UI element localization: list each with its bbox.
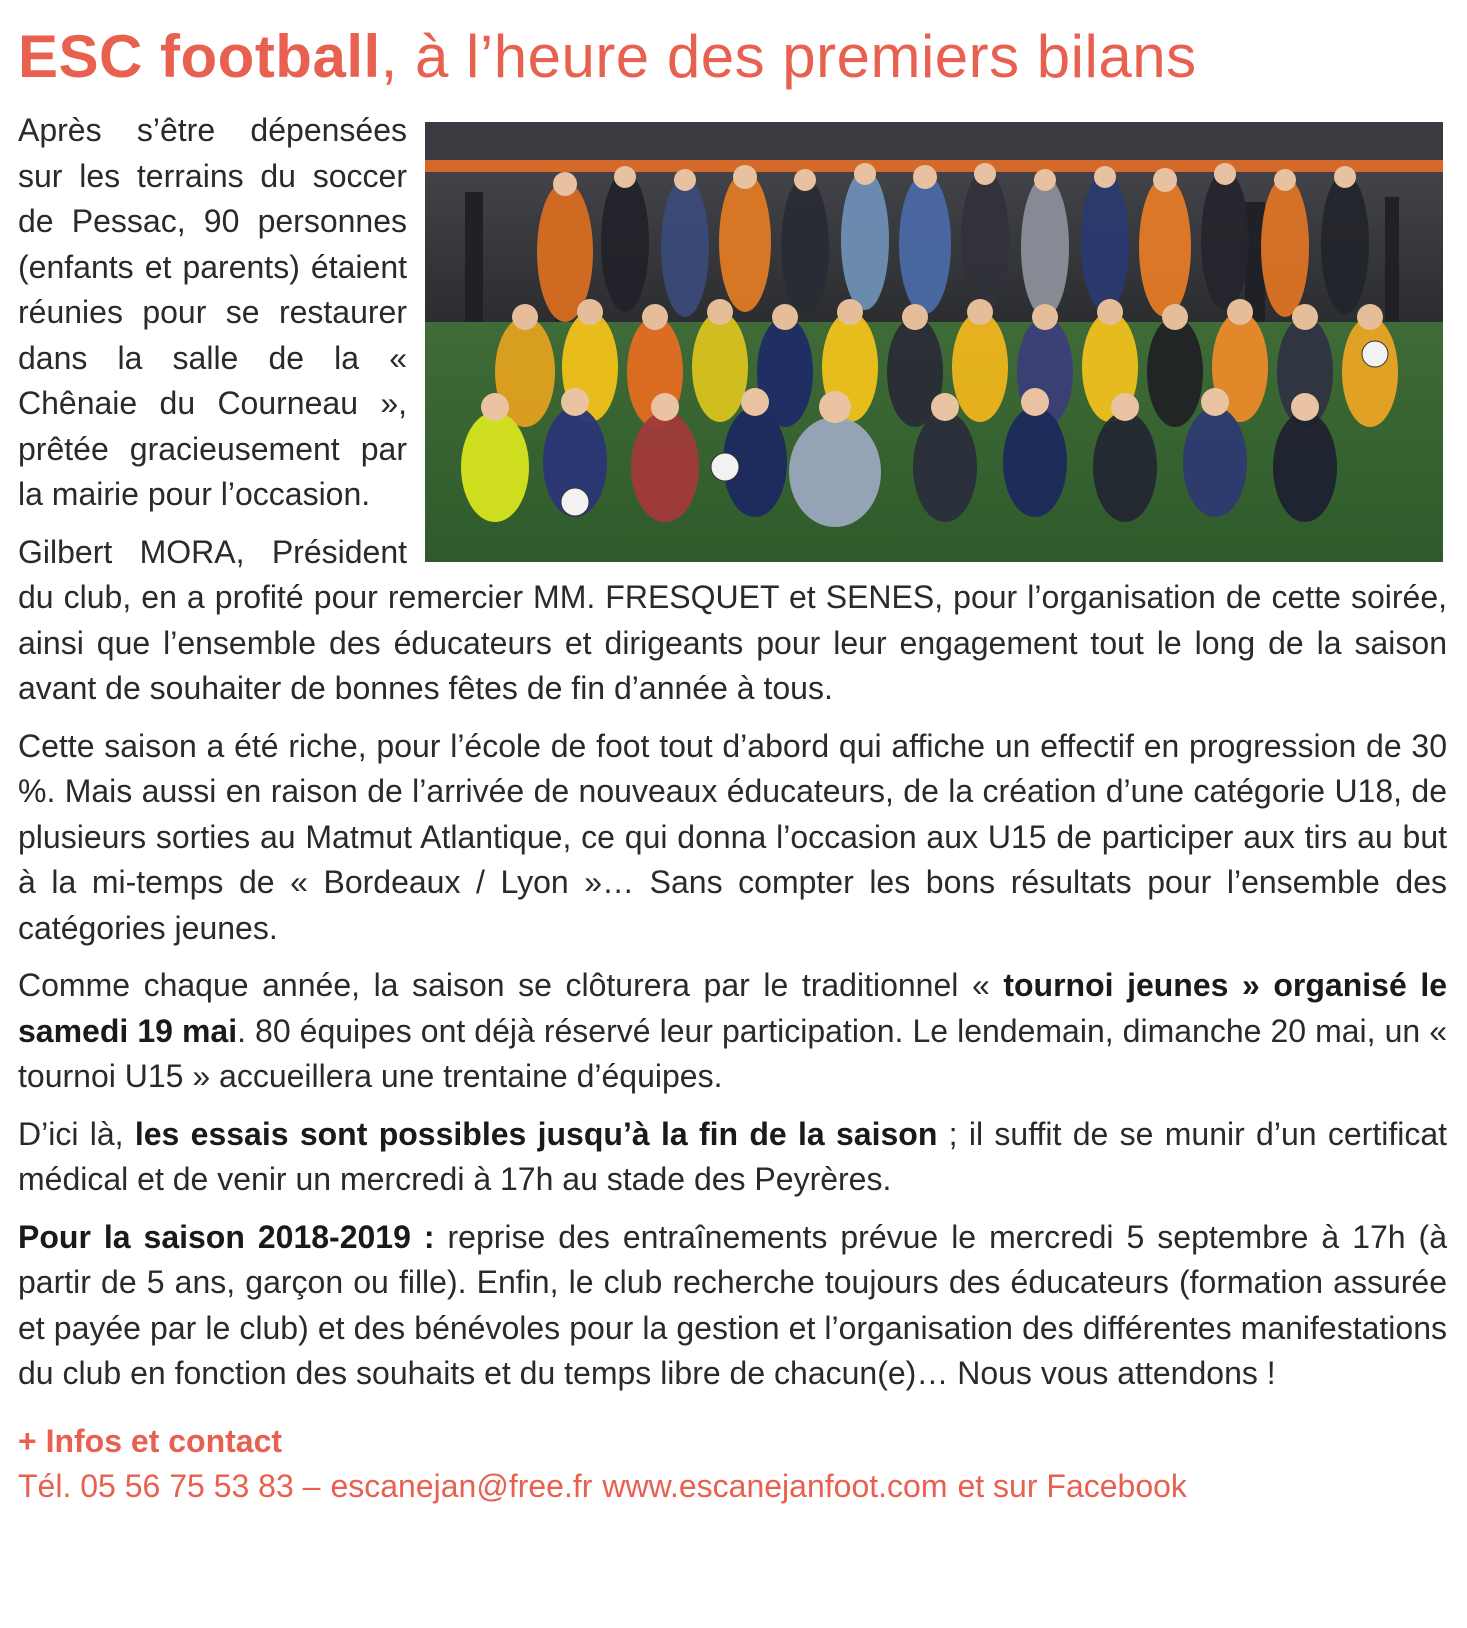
article-body bbox=[18, 108, 1447, 1397]
tournament-text-b: . 80 équipes ont déjà réservé leur participation. Le lendemain, dimanche 20 mai, un « tournoi U15 » accueillera une trentaine d’équipes. bbox=[18, 1012, 1448, 1094]
paragraph-next-season bbox=[18, 1215, 1447, 1397]
contact-phone[interactable]: Tél. 05 56 75 53 83 – bbox=[18, 1467, 321, 1504]
tournament-text-a: Comme chaque année, la saison se clôturera par le traditionnel « bbox=[18, 967, 1004, 1003]
article-title bbox=[18, 14, 1447, 100]
contact-block bbox=[18, 1419, 1447, 1509]
title-rest: , à l’heure des premiers bilans bbox=[380, 23, 1197, 90]
contact-email[interactable]: escanejan@free.fr bbox=[330, 1467, 593, 1504]
contact-facebook: et sur Facebook bbox=[957, 1467, 1187, 1504]
paragraph-season: Cette saison a été riche, pour l’école de foot tout d’abord qui affiche un effectif en progression de 30 %. Mais aussi en raison de l’arrivée de nouveaux éducateurs, de la création d’une catégorie U18, de plusieurs sorties au Matmut Atlantique, ce qui donna l’occasion aux U15 de participer aux tirs au but à la mi-temps de « Bordeaux / Lyon »… Sans compter les bons résultats pour l’ensemble des catégories jeunes. bbox=[18, 727, 1447, 946]
trials-text-a: D’ici là, bbox=[18, 1115, 135, 1152]
trials-text-b: ; il suffit de se munir d’un certificat médical et de venir un mercredi à 17h au stade des Peyrères. bbox=[18, 1115, 1448, 1197]
paragraph-president: Gilbert MORA, Président du club, en a profité pour remercier MM. FRESQUET et SENES, pour l’organisation de cette soirée, ainsi que l’ensemble des éducateurs et dirigeants pour leur engagement tout le long de la saison avant de souhaiter de bonnes fêtes de fin d’année à tous. bbox=[18, 533, 1447, 706]
next-season-text: reprise des entraînements prévue le mercredi 5 septembre à 17h (à partir de 5 ans, garçon ou fille). Enfin, le club recherche toujours des éducateurs (formation assurée et payée par le club) et des bénévoles pour la gestion et l’organisation des différentes manifestations du club en fonction des souhaits et du temps libre de chacun(e)… Nous vous attendons ! bbox=[18, 1218, 1448, 1391]
title-strong: ESC football bbox=[18, 23, 381, 90]
team-photo bbox=[425, 122, 1443, 562]
trials-highlight: les essais sont possibles jusqu’à la fin de la saison bbox=[134, 1115, 938, 1152]
paragraph-intro: Après s’être dépensées sur les terrains du soccer de Pessac, 90 personnes (enfants et parents) étaient réunies pour se restaurer dans la salle de la « Chênaie du Courneau », prêtée gracieusement par la mairie pour l’occasion. bbox=[18, 112, 407, 512]
contact-website[interactable]: www.escanejanfoot.com bbox=[602, 1467, 948, 1504]
contact-heading: + Infos et contact bbox=[18, 1422, 283, 1459]
paragraph-tournament bbox=[18, 963, 1447, 1100]
tournament-highlight: tournoi jeunes » organisé le samedi 19 mai bbox=[18, 967, 1448, 1049]
contact-line bbox=[18, 1464, 1447, 1509]
paragraph-trials bbox=[18, 1112, 1447, 1203]
team-photo-image bbox=[425, 122, 1443, 562]
next-season-label: Pour la saison 2018-2019 : bbox=[18, 1218, 435, 1255]
